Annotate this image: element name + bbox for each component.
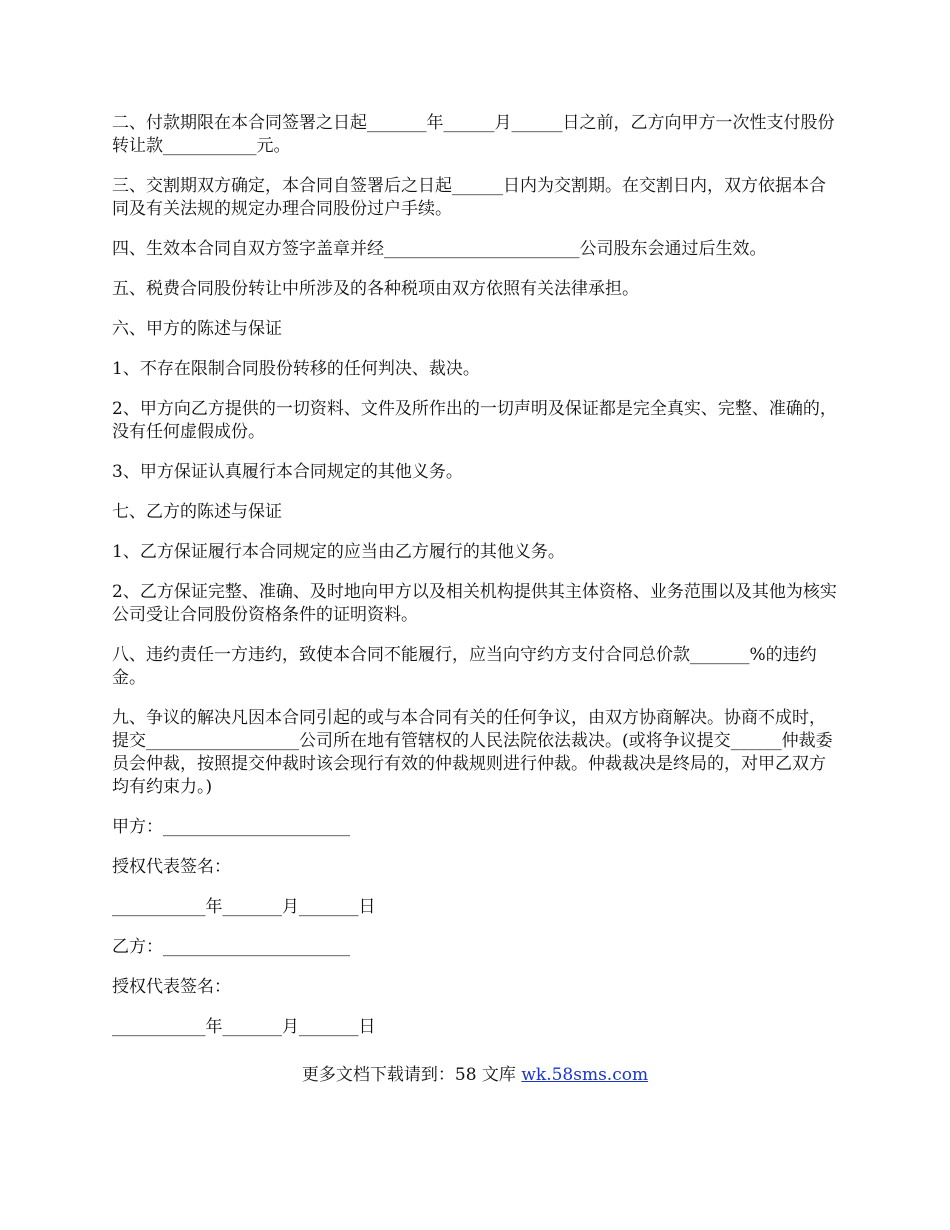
party-b-item-2: 2、乙方保证完整、准确、及时地向甲方以及相关机构提供其主体资格、业务范围以及其他为核实公司受让合同股份资格条件的证明资料。 (112, 582, 837, 625)
clause-dispute-resolution: 九、争议的解决凡因本合同引起的或与本合同有关的任何争议，由双方协商解决。协商不成时，提交__________________公司所在地有管辖权的人民法院依法裁决。(或将争议提交______仲裁委员会仲裁，按照提交仲裁时该会现行有效的仲裁规则进行仲裁。仲裁裁决是终局的，对甲乙双方均有约束力。) (112, 708, 833, 797)
signature-rep-b: 授权代表签名： (112, 977, 231, 997)
party-a-item-2: 2、甲方向乙方提供的一切资料、文件及所作出的一切声明及保证都是完全真实、完整、准确的，没有任何虚假成份。 (112, 399, 837, 442)
footer-text: 更多文档下载请到：58 文库 (301, 1065, 522, 1085)
document-body (112, 112, 840, 1056)
signature-date-a: ___________年_______月_______日 (112, 897, 376, 917)
signature-party-a: 甲方：______________________ (112, 817, 350, 837)
signature-party-b: 乙方：______________________ (112, 937, 350, 957)
section-party-a-representations: 六、甲方的陈述与保证 (112, 319, 282, 339)
footer (0, 1064, 950, 1087)
footer-link[interactable]: wk.58sms.com (521, 1065, 649, 1085)
clause-breach-liability: 八、违约责任一方违约，致使本合同不能履行，应当向守约方支付合同总价款_______%的违约金。 (112, 645, 817, 688)
party-a-item-1: 1、不存在限制合同股份转移的任何判决、裁决。 (112, 359, 480, 379)
party-b-item-1: 1、乙方保证履行本合同规定的应当由乙方履行的其他义务。 (112, 542, 565, 562)
clause-payment-term: 二、付款期限在本合同签署之日起_______年______月______日之前，乙方向甲方一次性支付股份转让款___________元。 (112, 113, 835, 156)
signature-rep-a: 授权代表签名： (112, 857, 231, 877)
section-party-b-representations: 七、乙方的陈述与保证 (112, 502, 282, 522)
signature-date-b: ___________年_______月_______日 (112, 1017, 376, 1037)
clause-taxes: 五、税费合同股份转让中所涉及的各种税项由双方依照有关法律承担。 (112, 279, 639, 299)
party-a-item-3: 3、甲方保证认真履行本合同规定的其他义务。 (112, 462, 463, 482)
clause-delivery-period: 三、交割期双方确定，本合同自签署后之日起______日内为交割期。在交割日内，双方依据本合同及有关法规的规定办理合同股份过户手续。 (112, 176, 826, 219)
clause-effectiveness: 四、生效本合同自双方签字盖章并经_______________________公司股东会通过后生效。 (112, 239, 767, 259)
